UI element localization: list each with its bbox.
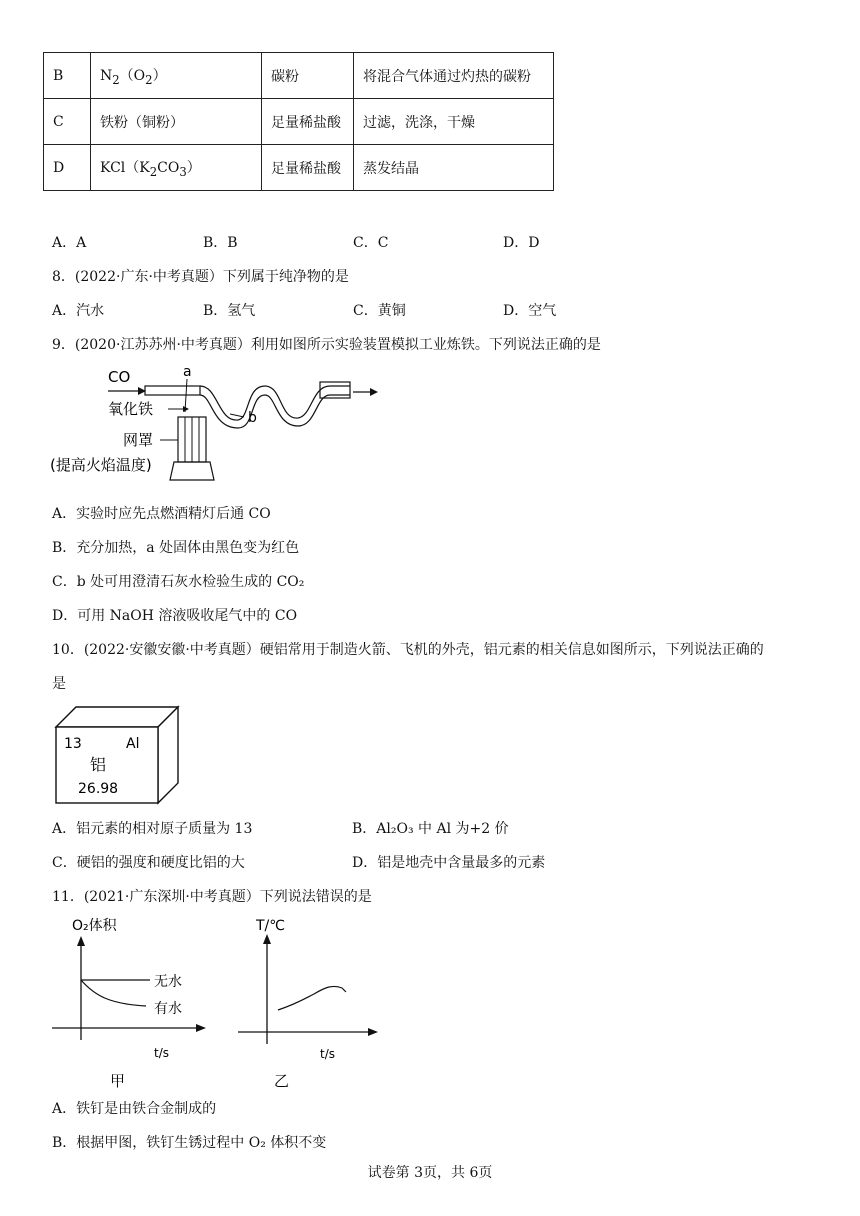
page-footer: 试卷第 3页，共 6页 [367,1165,493,1181]
row-label: D [44,145,91,191]
row-label: C [44,99,91,145]
graph-jia-ylabel: O₂体积 [72,918,117,934]
mesh-label: 网罩 [123,431,154,449]
graph-yi-caption: 乙 [274,1072,290,1090]
q9-stem: 9．(2020·江苏苏州·中考真题）利用如图所示实验装置模拟工业炼铁。下列说法正确的是 [52,337,601,353]
q10-stem-line2: 是 [52,676,66,692]
q7-option-d: D．D [503,235,540,251]
q10-option-d: D．铝是地壳中含量最多的元素 [352,855,546,871]
q8-option-a: A．汽水 [52,303,105,319]
q10-stem-line1: 10．(2022·安徽安徽·中考真题）硬铝常用于制造火箭、飞机的外壳，铝元素的相关信息如图所示，下列说法正确的 [52,642,764,658]
bent-tube [200,386,350,428]
row-label: B [44,53,91,99]
row-substance: $N_2(O_2)$ [91,53,262,99]
graph-jia-caption: 甲 [110,1072,126,1090]
row-reagent: 足量稀盐酸 [262,145,354,191]
row-method: 过滤，洗涤，干燥 [354,99,554,145]
q8-option-d: D．空气 [503,303,557,319]
q7-option-c: C．C [353,235,389,251]
q9-option-a: A．实验时应先点燃酒精灯后通 CO [52,506,271,522]
q9-option-d: D．可用 NaOH 溶液吸收尾气中的 CO [52,608,298,624]
element-symbol: Al [126,736,140,752]
row-reagent: 足量稀盐酸 [262,99,354,145]
row-method: 蒸发结晶 [354,145,554,191]
iron-smelting-apparatus [50,362,390,482]
glass-tube [145,386,200,395]
row-reagent: 碳粉 [262,53,354,99]
q8-option-c: C．黄铜 [353,303,406,319]
q10-option-a: A．铝元素的相对原子质量为 13 [52,821,253,837]
q9-option-c: C．b 处可用澄清石灰水检验生成的 CO₂ [52,574,305,590]
graph-yi-ylabel: T/℃ [256,918,285,934]
row-substance: 铁粉（铜粉） [91,99,262,145]
alcohol-lamp [170,462,214,480]
table-row [44,53,554,99]
iron-oxide-label: 氧化铁 [108,400,154,418]
q10-option-c: C．硬铝的强度和硬度比铝的大 [52,855,245,871]
flame-temp-note: (提高火焰温度) [50,456,152,474]
q11-option-b: B．根据甲图，铁钉生锈过程中 O₂ 体积不变 [52,1135,327,1151]
graph-yi-xlabel: t/s [320,1047,335,1061]
q7-option-a: A．A [52,235,87,251]
q9-option-b: B．充分加热，a 处固体由黑色变为红色 [52,540,300,556]
graph-jia [50,910,230,1090]
reagent-table [43,52,554,191]
table-row [44,99,554,145]
b-label: b [248,410,257,426]
q10-option-b: B．Al₂O₃ 中 Al 为+2 价 [352,821,509,837]
co-label: CO [108,368,131,386]
atomic-number: 13 [64,736,82,752]
no-water-label: 无水 [154,974,182,990]
with-water-curve [81,980,146,1006]
element-name: 铝 [90,755,107,774]
a-label: a [183,364,192,380]
row-method: 将混合气体通过灼热的碳粉 [354,53,554,99]
aluminum-element-card [54,705,184,805]
q7-option-b: B．B [203,235,238,251]
q8-option-b: B．氢气 [203,303,256,319]
graph-jia-xlabel: t/s [154,1046,169,1060]
q11-option-a: A．铁钉是由铁合金制成的 [52,1101,217,1117]
temperature-curve [278,986,346,1010]
atomic-mass: 26.98 [78,781,119,797]
q11-stem: 11．(2021·广东深圳·中考真题）下列说法错误的是 [52,889,372,905]
graph-yi [236,910,386,1090]
table-row [44,145,554,191]
with-water-label: 有水 [154,1001,182,1017]
q8-stem: 8．(2022·广东·中考真题）下列属于纯净物的是 [52,269,349,285]
row-substance: $KCl(K_2CO_3)$ [91,145,262,191]
